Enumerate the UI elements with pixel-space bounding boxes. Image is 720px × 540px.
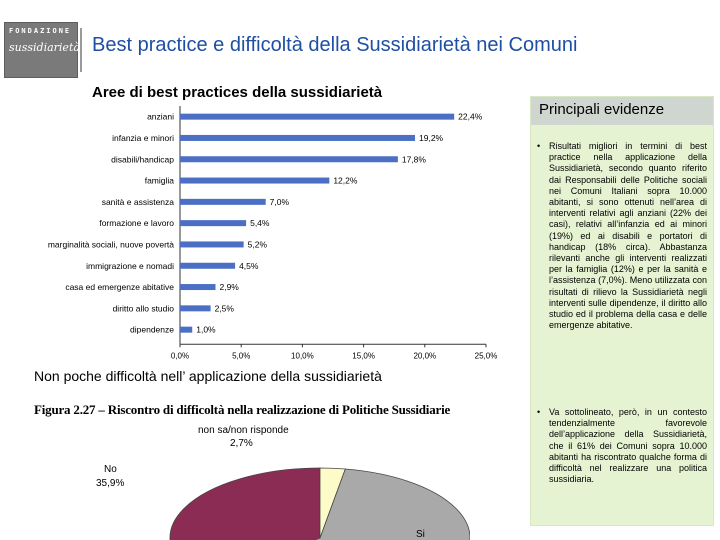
value-label: 22,4% — [458, 111, 483, 122]
category-label: anziani — [147, 111, 174, 122]
logo-bottom-text: sussidiarietà — [9, 41, 80, 54]
value-label: 2,5% — [214, 303, 234, 314]
x-tick-label: 15,0% — [352, 351, 375, 361]
value-label: 5,4% — [250, 218, 270, 229]
evidence-bullet — [537, 407, 707, 485]
bar — [180, 114, 454, 120]
pie-chart — [90, 420, 470, 540]
bar — [180, 241, 244, 247]
category-label: formazione e lavoro — [99, 218, 174, 229]
value-label: 2,9% — [219, 282, 239, 293]
page-title: Best practice e difficoltà della Sussidiarietà nei Comuni — [92, 34, 578, 56]
category-label: marginalità sociali, nuove povertà — [47, 239, 174, 250]
bar — [180, 327, 192, 333]
bar — [180, 156, 398, 162]
bullet-dot: • — [537, 407, 541, 417]
logo-top-text: FONDAZIONE — [9, 27, 72, 35]
x-tick-label: 25,0% — [474, 351, 498, 361]
pie-label: 35,9% — [96, 478, 125, 489]
bar — [180, 178, 329, 184]
bar-chart-title: Aree di best practices della sussidiarietà — [92, 84, 383, 101]
category-label: dipendenze — [130, 324, 174, 335]
bar — [180, 135, 415, 141]
x-tick-label: 5,0% — [232, 351, 251, 361]
bar — [180, 220, 246, 226]
category-label: casa ed emergenze abitative — [65, 282, 174, 293]
pie-label: non sa/non risponde — [198, 425, 289, 436]
value-label: 7,0% — [269, 196, 290, 207]
pie-label: No — [104, 464, 117, 475]
title-divider — [80, 28, 82, 72]
category-label: sanità e assistenza — [101, 196, 174, 207]
value-label: 1,0% — [196, 324, 216, 335]
section-subtitle: Non poche difficoltà nell’ applicazione della sussidiarietà — [34, 368, 382, 384]
bar — [180, 199, 266, 205]
value-label: 19,2% — [419, 132, 444, 143]
evidence-header — [531, 97, 713, 125]
category-label: diritto allo studio — [112, 303, 174, 314]
value-label: 5,2% — [247, 239, 268, 250]
pie-label: Si — [416, 529, 425, 540]
x-tick-label: 0,0% — [170, 351, 190, 361]
evidence-panel — [530, 96, 714, 526]
evidence-heading: Principali evidenze — [539, 101, 665, 118]
bar-chart — [20, 100, 510, 362]
value-label: 4,5% — [239, 260, 259, 271]
x-tick-label: 10,0% — [291, 351, 314, 361]
fondazione-logo — [4, 22, 78, 78]
pie-label: 2,7% — [230, 438, 253, 449]
bar — [180, 305, 211, 311]
pie-chart-title: Figura 2.27 – Riscontro di difficoltà nella realizzazione di Politiche Sussidiarie — [34, 402, 451, 417]
bullet-text: Va sottolineato, però, in un contesto tendenzialmente favorevole dell’applicazione della Sussidiarietà, che il 61% dei Comuni sopra 10.000 abitanti ha riscontrato qualche forma di difficoltà nel realizzare una politica sussidiaria. — [549, 407, 707, 485]
bullet-text: Risultati migliori in termini di best practice nella applicazione della Sussidiarietà, secondo quanto riferito dai Responsabili delle Politiche sociali nei Comuni Italiani sopra 10.000 abitanti, si sono ottenuti nell’area di interventi relativi agli anziani (22% dei casi), relativi all’infanzia ed ai minori (19%) ed ai disabili e portatori di handicap (18% circa). Abbastanza rilevanti anche gli interventi realizzati per la famiglia (12%) e per la sanità e l’assistenza (7,0%). Meno utilizzata con risultati di rilievo la Sussidiarietà negli interventi sulle dipendenze, il diritto allo studio ed il problema della casa e delle emergenze abitative. — [549, 141, 707, 331]
bar — [180, 284, 215, 290]
evidence-bullet — [537, 141, 707, 331]
bullet-dot: • — [537, 141, 541, 151]
category-label: disabili/handicap — [111, 154, 174, 165]
value-label: 12,2% — [333, 175, 358, 186]
category-label: famiglia — [144, 175, 174, 186]
category-label: immigrazione e nomadi — [86, 260, 174, 271]
value-label: 17,8% — [401, 154, 426, 165]
category-label: infanzia e minori — [112, 132, 174, 143]
x-tick-label: 20,0% — [413, 351, 437, 361]
bar — [180, 263, 235, 269]
pie-slice — [170, 468, 320, 540]
